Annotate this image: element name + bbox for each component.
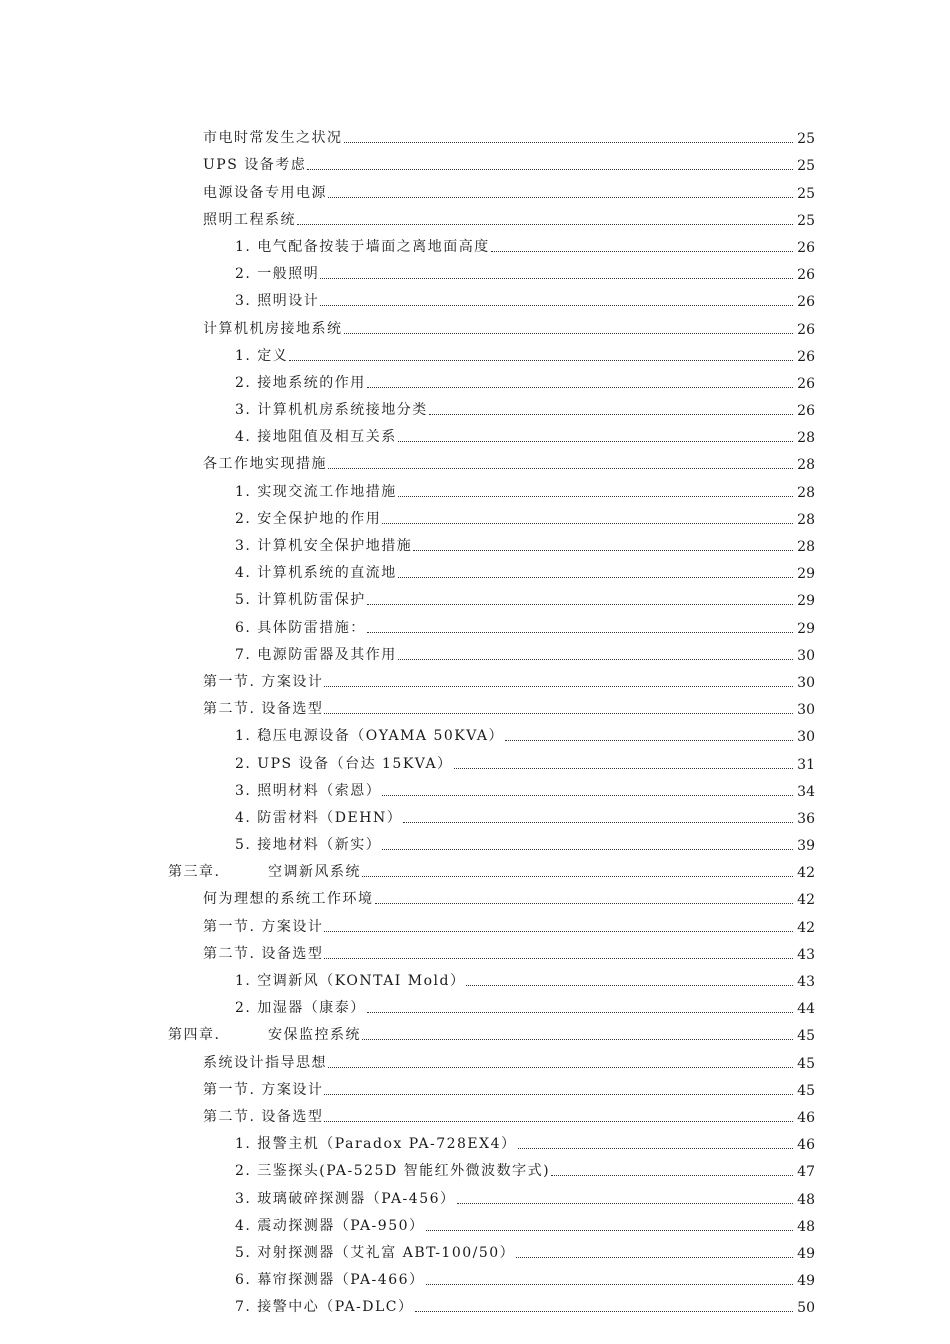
toc-entry[interactable] bbox=[0, 1157, 950, 1184]
toc-entry-title: 3. 玻璃破碎探测器（PA-456） bbox=[235, 1190, 456, 1207]
dot-leader bbox=[320, 305, 793, 306]
toc-entry-title: 4. 震动探测器（PA-950） bbox=[235, 1217, 425, 1234]
toc-entry[interactable] bbox=[0, 151, 950, 178]
dot-leader bbox=[382, 523, 793, 524]
toc-page-number: 45 bbox=[797, 1055, 815, 1072]
dot-leader bbox=[362, 1039, 793, 1040]
toc-page-number: 26 bbox=[797, 403, 815, 420]
toc-entry-title: UPS 设备考虑 bbox=[203, 157, 307, 174]
toc-entry[interactable] bbox=[0, 1184, 950, 1211]
toc-entry-title: 7. 接警中心（PA-DLC） bbox=[235, 1299, 414, 1316]
toc-entry-title: 7. 电源防雷器及其作用 bbox=[235, 646, 397, 663]
toc-entry[interactable] bbox=[0, 423, 950, 450]
toc-page-number: 42 bbox=[797, 892, 815, 909]
toc-entry[interactable] bbox=[0, 206, 950, 233]
toc-page-number: 45 bbox=[797, 1082, 815, 1099]
toc-entry[interactable] bbox=[0, 1212, 950, 1239]
toc-entry[interactable] bbox=[0, 477, 950, 504]
toc-entry[interactable] bbox=[0, 967, 950, 994]
toc-page-number: 26 bbox=[797, 375, 815, 392]
toc-entry-title: 4. 接地阻值及相互关系 bbox=[235, 429, 397, 446]
toc-page-number: 30 bbox=[797, 647, 815, 664]
dot-leader bbox=[324, 1121, 793, 1122]
toc-entry[interactable] bbox=[0, 994, 950, 1021]
toc-entry[interactable] bbox=[0, 804, 950, 831]
dot-leader bbox=[426, 1284, 793, 1285]
toc-entry-title: 第二节. 设备选型 bbox=[203, 945, 324, 962]
toc-entry-title: 3. 照明材料（索恩） bbox=[235, 782, 382, 799]
toc-entry-title: 6. 具体防雷措施： bbox=[235, 619, 366, 636]
dot-leader bbox=[289, 360, 793, 361]
toc-entry[interactable] bbox=[0, 1266, 950, 1293]
toc-page-number: 39 bbox=[797, 838, 815, 855]
toc-page-number: 30 bbox=[797, 674, 815, 691]
toc-page-number: 44 bbox=[797, 1001, 815, 1018]
toc-entry[interactable] bbox=[0, 178, 950, 205]
toc-entry-title: 何为理想的系统工作环境 bbox=[203, 891, 374, 908]
toc-entry-title: 3. 计算机安全保护地措施 bbox=[235, 538, 413, 554]
toc-page-number: 43 bbox=[797, 974, 815, 990]
dot-leader bbox=[367, 632, 793, 633]
toc-page-number: 31 bbox=[797, 756, 815, 773]
dot-leader bbox=[454, 768, 793, 769]
toc-page-number: 26 bbox=[797, 294, 815, 311]
toc-entry[interactable] bbox=[0, 777, 950, 804]
toc-entry-title: 5. 对射探测器（艾礼富 ABT-100/50） bbox=[235, 1244, 516, 1261]
toc-page-number: 25 bbox=[797, 212, 815, 229]
toc-page-number: 25 bbox=[797, 185, 815, 202]
toc-entry-title: 4. 防雷材料（DEHN） bbox=[235, 809, 403, 826]
dot-leader bbox=[466, 985, 793, 986]
dot-leader bbox=[551, 1175, 793, 1176]
dot-leader bbox=[429, 414, 793, 415]
toc-page-number: 49 bbox=[797, 1245, 815, 1262]
dot-leader bbox=[426, 1230, 793, 1231]
dot-leader bbox=[328, 468, 793, 469]
toc-page-number: 25 bbox=[797, 131, 815, 148]
toc-entry[interactable] bbox=[0, 260, 950, 287]
table-of-contents bbox=[0, 124, 950, 1320]
dot-leader bbox=[398, 659, 793, 660]
toc-entry-title: 计算机机房接地系统 bbox=[203, 320, 343, 337]
toc-page-number: 26 bbox=[797, 267, 815, 284]
dot-leader bbox=[398, 496, 793, 497]
toc-page-number: 28 bbox=[797, 511, 815, 528]
toc-entry[interactable] bbox=[0, 1293, 950, 1320]
toc-page-number: 34 bbox=[797, 783, 815, 800]
toc-entry-title: 2. 加湿器（康泰） bbox=[235, 1000, 366, 1017]
toc-page-number: 42 bbox=[797, 919, 815, 936]
dot-leader bbox=[344, 333, 794, 334]
toc-entry[interactable] bbox=[0, 1103, 950, 1130]
toc-page-number: 47 bbox=[797, 1164, 815, 1181]
toc-entry[interactable] bbox=[0, 1076, 950, 1103]
dot-leader bbox=[367, 387, 793, 388]
toc-entry-title: 1. 稳压电源设备（OYAMA 50KVA） bbox=[235, 728, 504, 745]
toc-entry-title: 第四章. 安保监控系统 bbox=[168, 1027, 362, 1044]
toc-page-number: 30 bbox=[797, 729, 815, 746]
dot-leader bbox=[367, 604, 793, 605]
toc-entry[interactable] bbox=[0, 1021, 950, 1048]
dot-leader bbox=[398, 441, 793, 442]
toc-entry-title: 电源设备专用电源 bbox=[203, 184, 327, 201]
dot-leader bbox=[328, 197, 793, 198]
toc-entry-title: 第一节. 方案设计 bbox=[203, 673, 324, 690]
toc-entry[interactable] bbox=[0, 641, 950, 668]
toc-entry[interactable] bbox=[0, 314, 950, 341]
toc-entry[interactable] bbox=[0, 396, 950, 423]
toc-page-number: 28 bbox=[797, 457, 815, 474]
toc-entry-title: 1. 定义 bbox=[235, 347, 289, 364]
dot-leader bbox=[324, 686, 793, 687]
toc-page-number: 36 bbox=[797, 810, 815, 827]
toc-entry-title: 第三章. 空调新风系统 bbox=[168, 864, 362, 881]
toc-entry[interactable] bbox=[0, 885, 950, 912]
toc-entry-title: 第一节. 方案设计 bbox=[203, 918, 324, 935]
dot-leader bbox=[375, 903, 794, 904]
toc-page-number: 48 bbox=[797, 1218, 815, 1235]
toc-entry-title: 3. 照明设计 bbox=[235, 293, 320, 310]
toc-entry-title: 2. 三鉴探头(PA-525D 智能红外微波数字式) bbox=[235, 1163, 551, 1180]
dot-leader bbox=[457, 1203, 793, 1204]
toc-page-number: 29 bbox=[797, 620, 815, 637]
toc-page-number: 26 bbox=[797, 321, 815, 338]
toc-entry[interactable] bbox=[0, 1130, 950, 1157]
toc-entry-title: 3. 计算机机房系统接地分类 bbox=[235, 402, 428, 419]
toc-entry-title: 1. 电气配备按装于墙面之离地面高度 bbox=[235, 238, 490, 255]
dot-leader bbox=[398, 577, 793, 578]
dot-leader bbox=[413, 550, 793, 551]
toc-entry-title: 各工作地实现措施 bbox=[203, 456, 327, 473]
dot-leader bbox=[307, 169, 793, 170]
toc-entry[interactable] bbox=[0, 124, 950, 151]
dot-leader bbox=[328, 1067, 793, 1068]
dot-leader bbox=[320, 278, 793, 279]
toc-entry-title: 市电时常发生之状况 bbox=[203, 130, 343, 147]
toc-entry-title: 第一节. 方案设计 bbox=[203, 1081, 324, 1098]
dot-leader bbox=[505, 740, 793, 741]
dot-leader bbox=[367, 1012, 793, 1013]
toc-entry[interactable] bbox=[0, 1239, 950, 1266]
toc-entry[interactable] bbox=[0, 287, 950, 314]
dot-leader bbox=[382, 849, 793, 850]
toc-entry[interactable] bbox=[0, 233, 950, 260]
toc-entry[interactable] bbox=[0, 532, 950, 559]
toc-page-number: 50 bbox=[797, 1300, 815, 1317]
dot-leader bbox=[297, 224, 793, 225]
toc-entry[interactable] bbox=[0, 559, 950, 586]
toc-page-number: 49 bbox=[797, 1273, 815, 1290]
dot-leader bbox=[415, 1311, 793, 1312]
dot-leader bbox=[324, 958, 793, 959]
toc-page-number: 45 bbox=[797, 1028, 815, 1045]
toc-entry[interactable] bbox=[0, 1048, 950, 1075]
toc-entry[interactable] bbox=[0, 831, 950, 858]
toc-entry-title: 2. UPS 设备（台达 15KVA） bbox=[235, 755, 453, 772]
toc-entry-title: 5. 接地材料（新实） bbox=[235, 837, 382, 854]
toc-entry-title: 第二节. 设备选型 bbox=[203, 701, 324, 718]
toc-entry[interactable] bbox=[0, 586, 950, 613]
toc-entry-title: 1. 实现交流工作地措施 bbox=[235, 483, 397, 500]
toc-entry[interactable] bbox=[0, 668, 950, 695]
toc-page-number: 26 bbox=[797, 348, 815, 365]
toc-page-number: 43 bbox=[797, 946, 815, 963]
dot-leader bbox=[344, 142, 794, 143]
toc-entry[interactable] bbox=[0, 342, 950, 369]
toc-entry-title: 1. 报警主机（Paradox PA-728EX4） bbox=[235, 1136, 517, 1153]
toc-entry[interactable] bbox=[0, 940, 950, 967]
dot-leader bbox=[324, 713, 793, 714]
dot-leader bbox=[491, 251, 793, 252]
toc-page-number: 48 bbox=[797, 1191, 815, 1208]
dot-leader bbox=[516, 1257, 793, 1258]
toc-entry-title: 1. 空调新风（KONTAI Mold） bbox=[235, 973, 466, 989]
toc-page-number: 46 bbox=[797, 1109, 815, 1126]
toc-page-number: 25 bbox=[797, 158, 815, 175]
toc-page-number: 29 bbox=[797, 566, 815, 583]
toc-entry[interactable] bbox=[0, 613, 950, 640]
toc-page-number: 26 bbox=[797, 239, 815, 256]
toc-entry-title: 照明工程系统 bbox=[203, 211, 296, 228]
toc-entry-title: 2. 一般照明 bbox=[235, 266, 320, 283]
toc-page-number: 42 bbox=[797, 865, 815, 882]
toc-page-number: 29 bbox=[797, 593, 815, 610]
toc-entry[interactable] bbox=[0, 369, 950, 396]
toc-entry-title: 系统设计指导思想 bbox=[203, 1054, 327, 1071]
toc-page-number: 46 bbox=[797, 1137, 815, 1154]
toc-entry[interactable] bbox=[0, 505, 950, 532]
toc-entry[interactable] bbox=[0, 858, 950, 885]
toc-page-number: 30 bbox=[797, 702, 815, 719]
toc-entry[interactable] bbox=[0, 722, 950, 749]
toc-page-number: 28 bbox=[797, 430, 815, 447]
toc-entry-title: 2. 接地系统的作用 bbox=[235, 374, 366, 391]
toc-entry-title: 2. 安全保护地的作用 bbox=[235, 510, 382, 527]
toc-entry-title: 5. 计算机防雷保护 bbox=[235, 592, 366, 609]
dot-leader bbox=[324, 931, 793, 932]
dot-leader bbox=[518, 1148, 793, 1149]
toc-entry-title: 6. 幕帘探测器（PA-466） bbox=[235, 1272, 425, 1289]
toc-page-number: 28 bbox=[797, 484, 815, 501]
toc-entry[interactable] bbox=[0, 695, 950, 722]
toc-entry[interactable] bbox=[0, 749, 950, 776]
toc-entry[interactable] bbox=[0, 450, 950, 477]
toc-entry-title: 第二节. 设备选型 bbox=[203, 1108, 324, 1125]
toc-entry-title: 4. 计算机系统的直流地 bbox=[235, 565, 397, 582]
toc-entry[interactable] bbox=[0, 912, 950, 939]
dot-leader bbox=[362, 876, 793, 877]
dot-leader bbox=[324, 1094, 793, 1095]
dot-leader bbox=[382, 795, 793, 796]
toc-page-number: 28 bbox=[797, 539, 815, 555]
dot-leader bbox=[403, 822, 793, 823]
